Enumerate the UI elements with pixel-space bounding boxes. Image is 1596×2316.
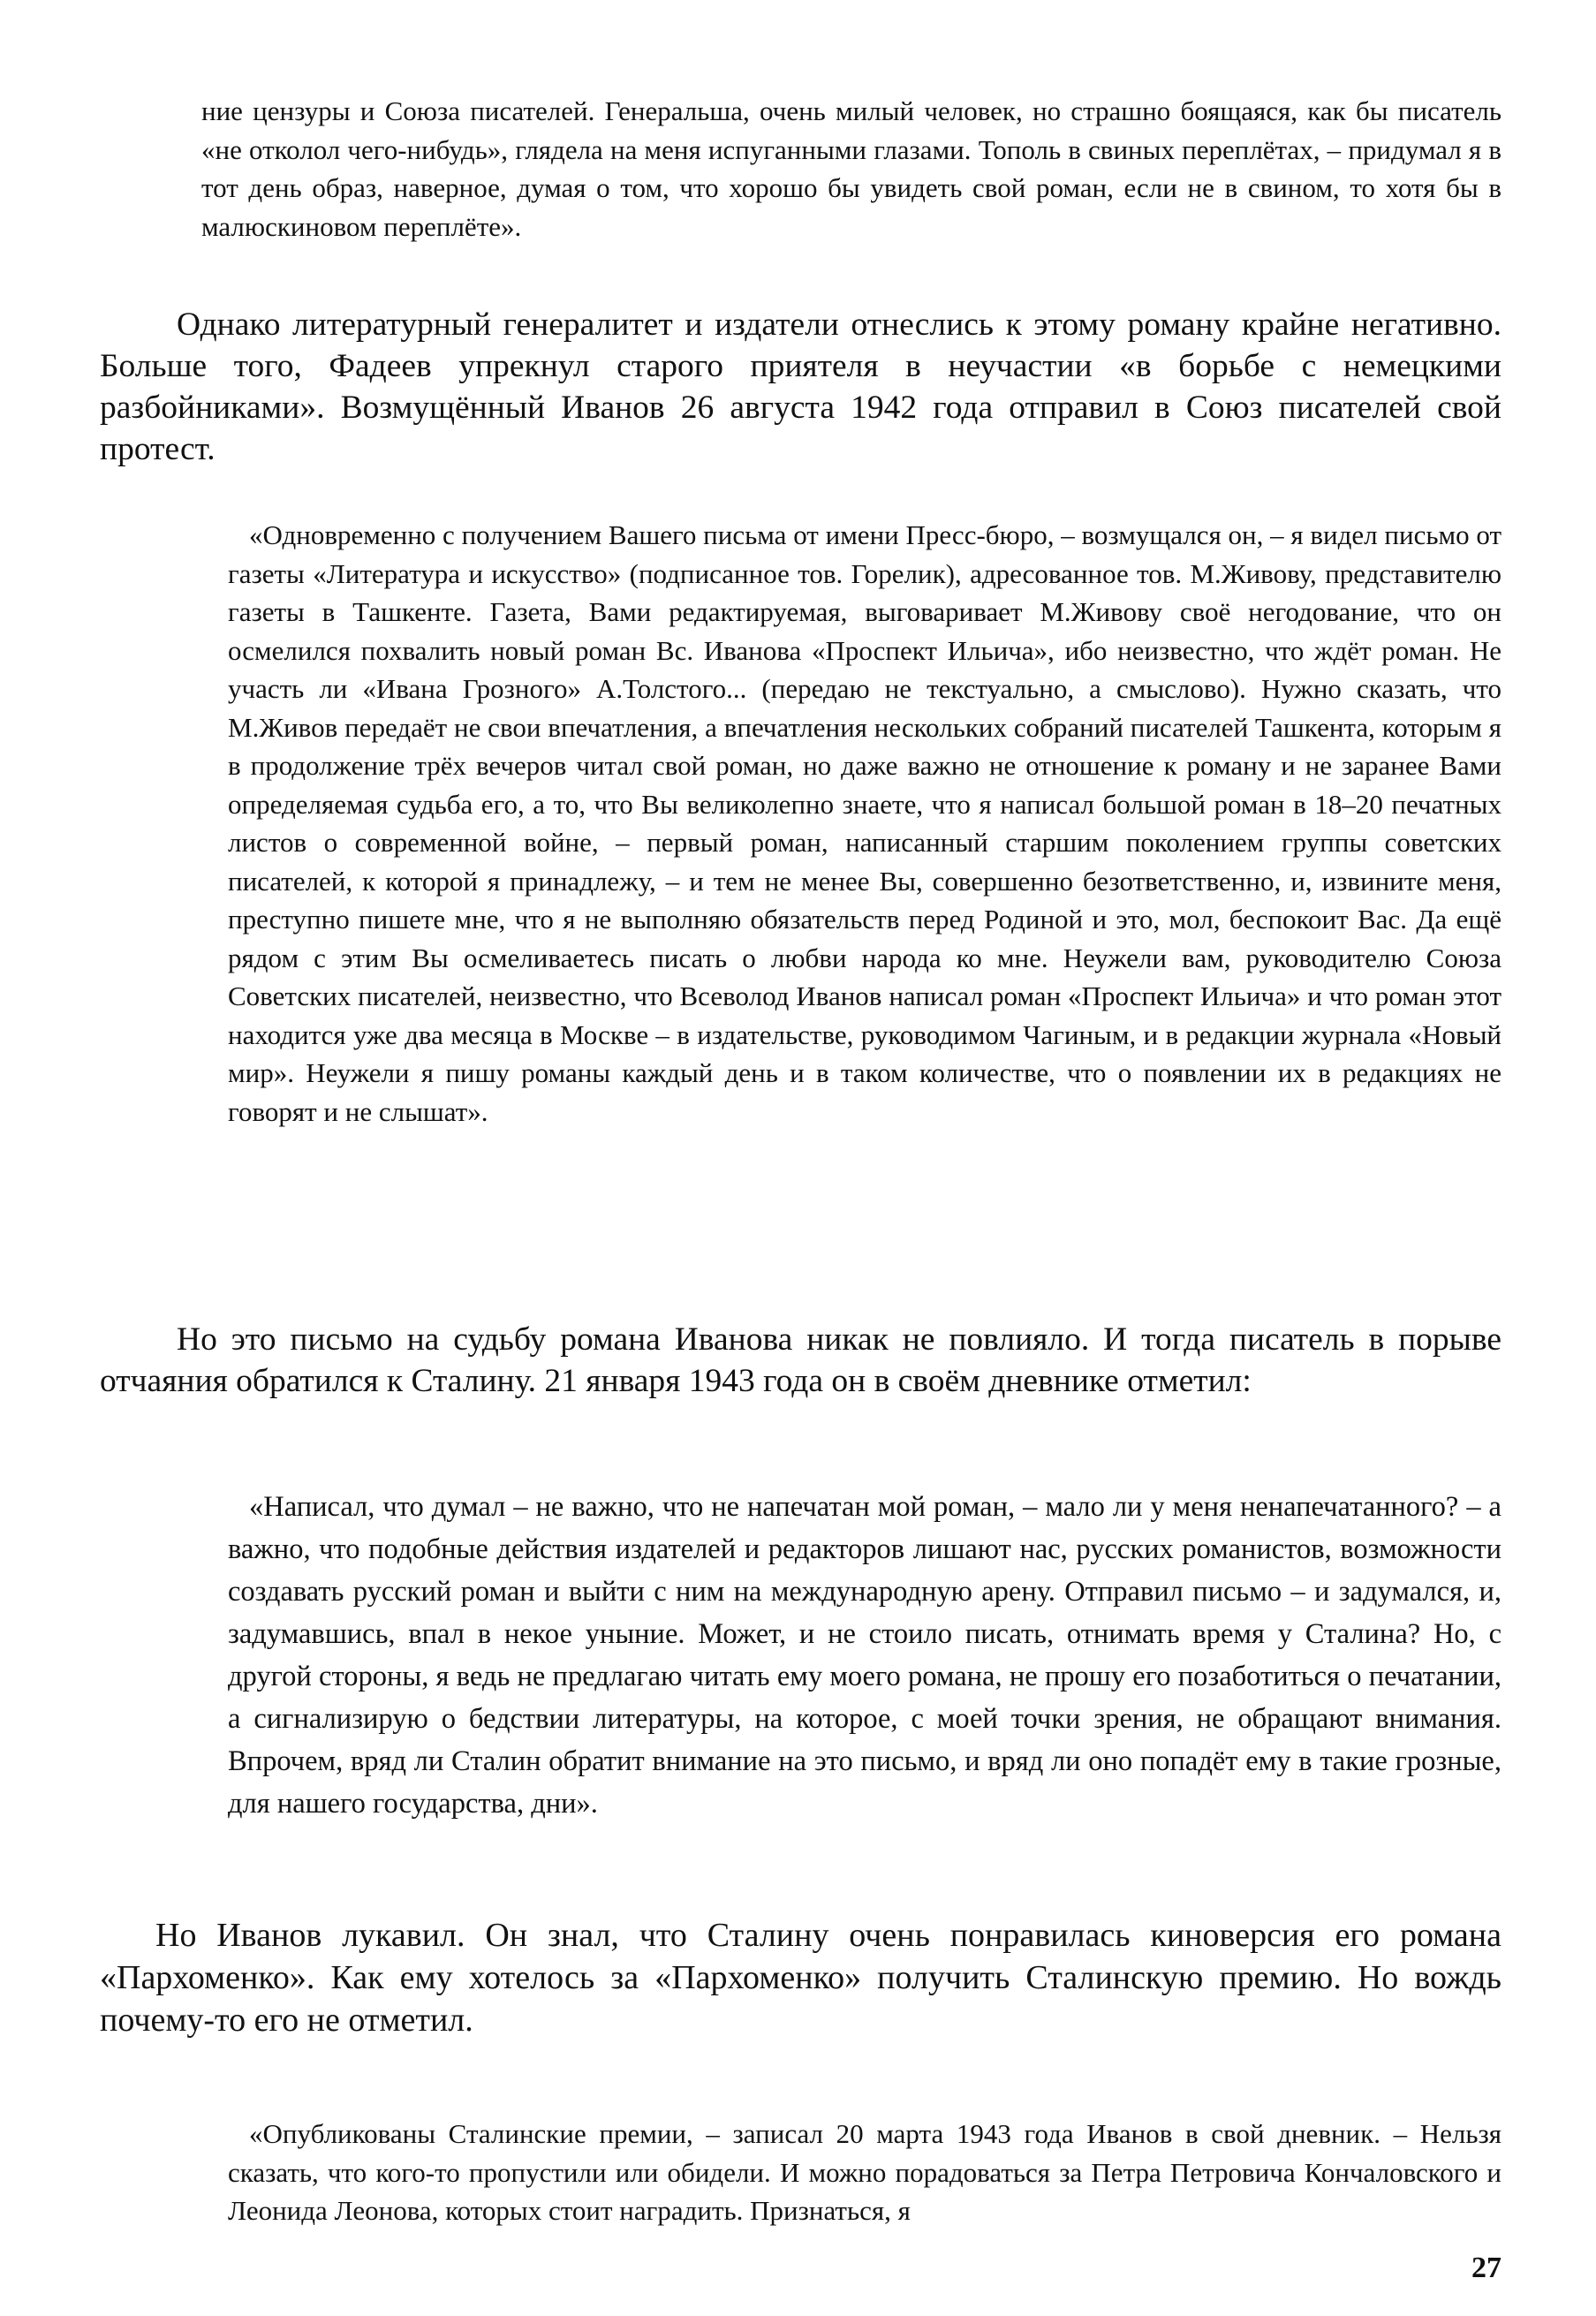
quote-letter-to-fadeev: «Одновременно с получением Вашего письма от имени Пресс-бюро, – возмущался он, – я видел письмо от газеты «Литература и искусство» (подписанное тов. Горелик), адресованное тов. М.Живову, представителю газеты в Ташкенте. Газета, Вами редактируемая, выговаривает М.Живову своё негодование, что он осмелился похвалить новый роман Вс. Иванова «Проспект Ильича», ибо неизвестно, что ждёт роман. Не участь ли «Ивана Грозного» А.Толстого... (передаю не текстуально, а смыслово). Нужно сказать, что М.Живов передаёт не свои впечатления, а впечатления нескольких собраний писателей Ташкента, которым я в продолжение трёх вечеров читал свой роман, но даже важно не отношение к роману и не заранее Вами определяемая судьба его, а то, что Вы великолепно знаете, что я написал большой роман в 18–20 печатных листов о современной войне, – первый роман, написанный старшим поколением группы советских писателей, к которой я принадлежу, – и тем не менее Вы, совершенно безответственно, и, извините меня, преступно пишете мне, что я не выполняю обязательств перед Родиной и это, мол, беспокоит Вас. Да ещё рядом с этим Вы осмеливаетесь писать о любви народа ко мне. Неужели вам, руководителю Союза Советских писателей, неизвестно, что Всеволод Иванов написал роман «Проспект Ильича» и что роман этот находится уже два месяца в Москве – в издательстве, руководимом Чагиным, и в редакции журнала «Новый мир». Неужели я пишу романы каждый день и в таком количестве, что о появлении их в редакциях не говорят и не слышат».: [228, 519, 1501, 1127]
body-paragraph-1: Однако литературный генералитет и издатели отнеслись к этому роману крайне негативно. Больше того, Фадеев упрекнул старого приятеля в неучастии «в борьбе с немецкими разбойниками». Возмущённый Иванов 26 августа 1942 года отправил в Союз писателей свой протест.: [100, 307, 1501, 467]
page-number: 27: [1471, 2252, 1501, 2284]
quote-continuation: ние цензуры и Союза писателей. Генеральша, очень милый человек, но страшно боящаяся, как бы писатель «не отколол чего-нибудь», глядела на меня испуганными глазами. Тополь в свиных переплётах, – придумал я в тот день образ, наверное, думая о том, что хорошо бы увидеть свой роман, если не в свином, то хотя бы в малюскиновом переплёте».: [201, 95, 1501, 242]
body-paragraph-3: Но Иванов лукавил. Он знал, что Сталину очень понравилась киноверсия его романа «Пархоменко». Как ему хотелось за «Пархоменко» получить Сталинскую премию. Но вождь почему-то его не отметил.: [100, 1917, 1501, 2039]
quote-stalin-prizes: «Опубликованы Сталинские премии, – записал 20 марта 1943 года Иванов в свой дневник. – Нельзя сказать, что кого-то пропустили или обидели. И можно порадоваться за Петра Петровича Кончаловского и Леонида Леонова, которых стоит наградить. Признаться, я: [228, 2118, 1501, 2226]
quote-diary-entry: «Написал, что думал – не важно, что не напечатан мой роман, – мало ли у меня ненапечатанного? – а важно, что подобные действия издателей и редакторов лишают нас, русских романистов, возможности создавать русский роман и выйти с ним на международную арену. Отправил письмо – и задумался, и, задумавшись, впал в некое уныние. Может, и не стоило писать, отнимать время у Сталина? Но, с другой стороны, я ведь не предлагаю читать ему моего романа, не прошу его позаботиться о печатании, а сигнализирую о бедствии литературы, на которое, с моей точки зрения, не обращают внимания. Впрочем, вряд ли Сталин обратит внимание на это письмо, и вряд ли оно попадёт ему в такие грозные, для нашего государства, дни».: [228, 1491, 1501, 1820]
body-paragraph-2: Но это письмо на судьбу романа Иванова никак не повлияло. И тогда писатель в порыве отчаяния обратился к Сталину. 21 января 1943 года он в своём дневнике отметил:: [100, 1321, 1501, 1399]
